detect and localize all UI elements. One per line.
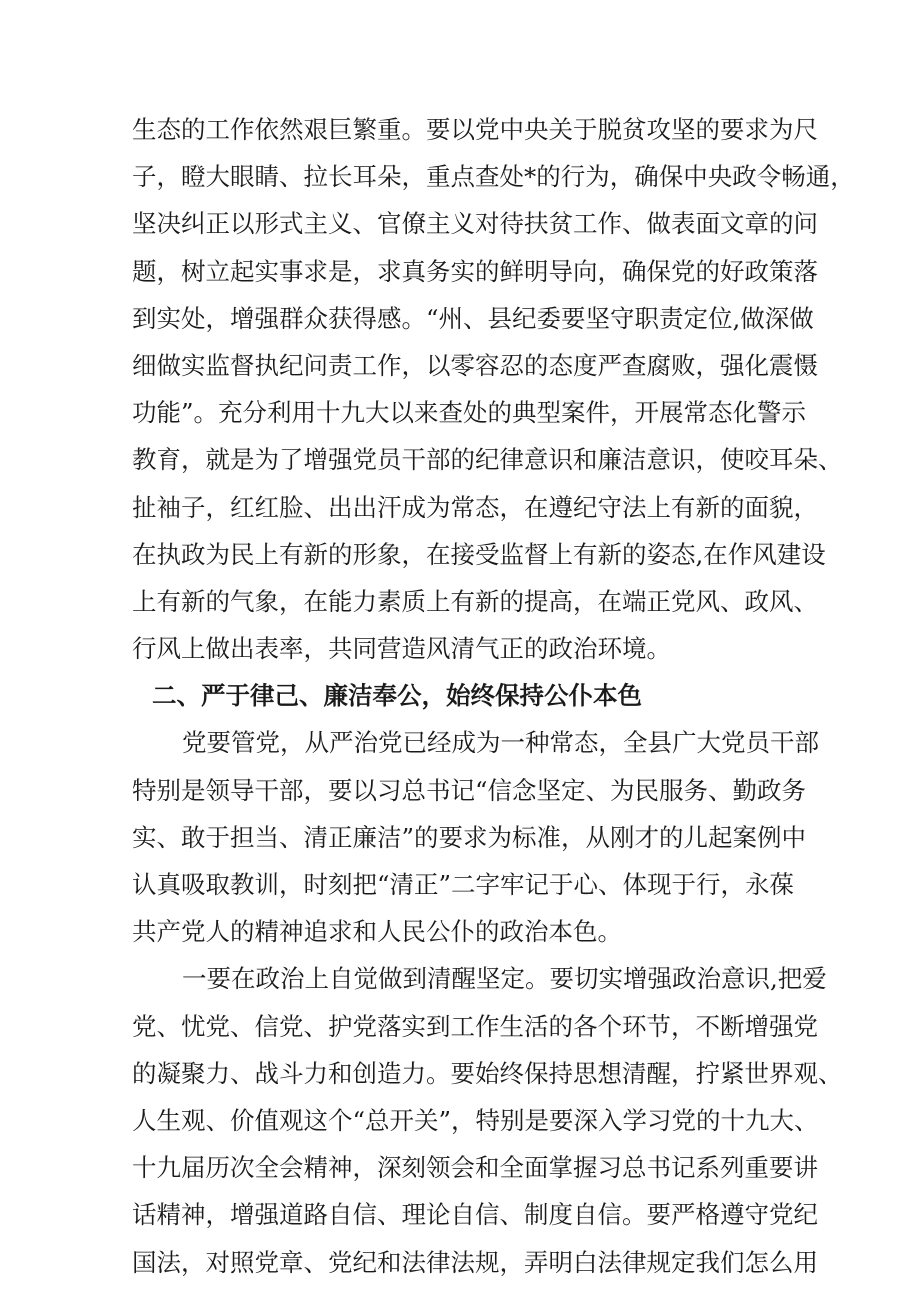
section-heading: 二、严于律己、廉洁奉公，始终保持公仆本色: [152, 681, 642, 711]
text-line: 行风上做出表率，共同营造风清气正的政治环境。: [132, 634, 671, 664]
text-line: 扯袖子，红红脸、出出汗成为常态，在遵纪守法上有新的面貌，: [132, 492, 818, 522]
text-line: 子，瞪大眼睛、拉长耳朵，重点查处*的行为，确保中央政令畅通，: [132, 162, 855, 192]
document-page: [132, 106, 855, 1286]
text-line: 党要管党，从严治党已经成为一种常态，全县广大党员干部: [182, 728, 819, 758]
text-line: 生态的工作依然艰巨繁重。要以党中央关于脱贫攻坚的要求为尺: [132, 115, 818, 144]
text-line: 十九届历次全会精神，深刻领会和全面掌握习总书记系列重要讲: [132, 1153, 818, 1183]
text-line: 特别是领导干部，要以习总书记“信念坚定、为民服务、勤政务: [132, 775, 807, 805]
text-line: 在执政为民上有新的形象，在接受监督上有新的姿态,在作风建设: [132, 539, 826, 569]
text-line: 题，树立起实事求是，求真务实的鲜明导向，确保党的好政策落: [132, 256, 818, 286]
text-line: 功能”。充分利用十九大以来查处的典型案件，开展常态化警示: [132, 398, 807, 428]
text-line: 话精神，增强道路自信、理论自信、制度自信。要严格遵守党纪: [132, 1200, 818, 1230]
text-line: 教育，就是为了增强党员干部的纪律意识和廉洁意识，使咬耳朵、: [132, 445, 843, 475]
text-line: 实、敢于担当、清正廉洁”的要求为标准，从刚才的儿起案例中: [132, 822, 807, 852]
text-line: 国法，对照党章、党纪和法律法规，弄明白法律规定我们怎么用: [132, 1247, 818, 1277]
text-line: 共产党人的精神追求和人民公仆的政治本色。: [132, 917, 622, 947]
text-line: 一要在政治上自觉做到清醒坚定。要切实增强政治意识,把爱: [182, 964, 827, 994]
text-line: 上有新的气象，在能力素质上有新的提高，在端正党风、政风、: [132, 586, 818, 616]
text-line: 到实处，增强群众获得感。“州、县纪委要坚守职责定位,做深做: [132, 303, 814, 333]
text-line: 认真吸取教训，时刻把“清正”二字牢记于心、体现于行，永葆: [132, 870, 795, 899]
text-line: 细做实监督执纪问责工作，以零容忍的态度严查腐败，强化震慑: [132, 350, 818, 380]
text-line: 党、忧党、信党、护党落实到工作生活的各个环节，不断增强党: [132, 1011, 818, 1041]
text-line: 坚决纠正以形式主义、官僚主义对待扶贫工作、做表面文章的问: [132, 209, 818, 239]
text-line: 人生观、价值观这个“总开关”，特别是要深入学习党的十九大、: [132, 1105, 819, 1135]
text-line: 的凝聚力、战斗力和创造力。要始终保持思想清醒，拧紧世界观、: [132, 1058, 843, 1088]
